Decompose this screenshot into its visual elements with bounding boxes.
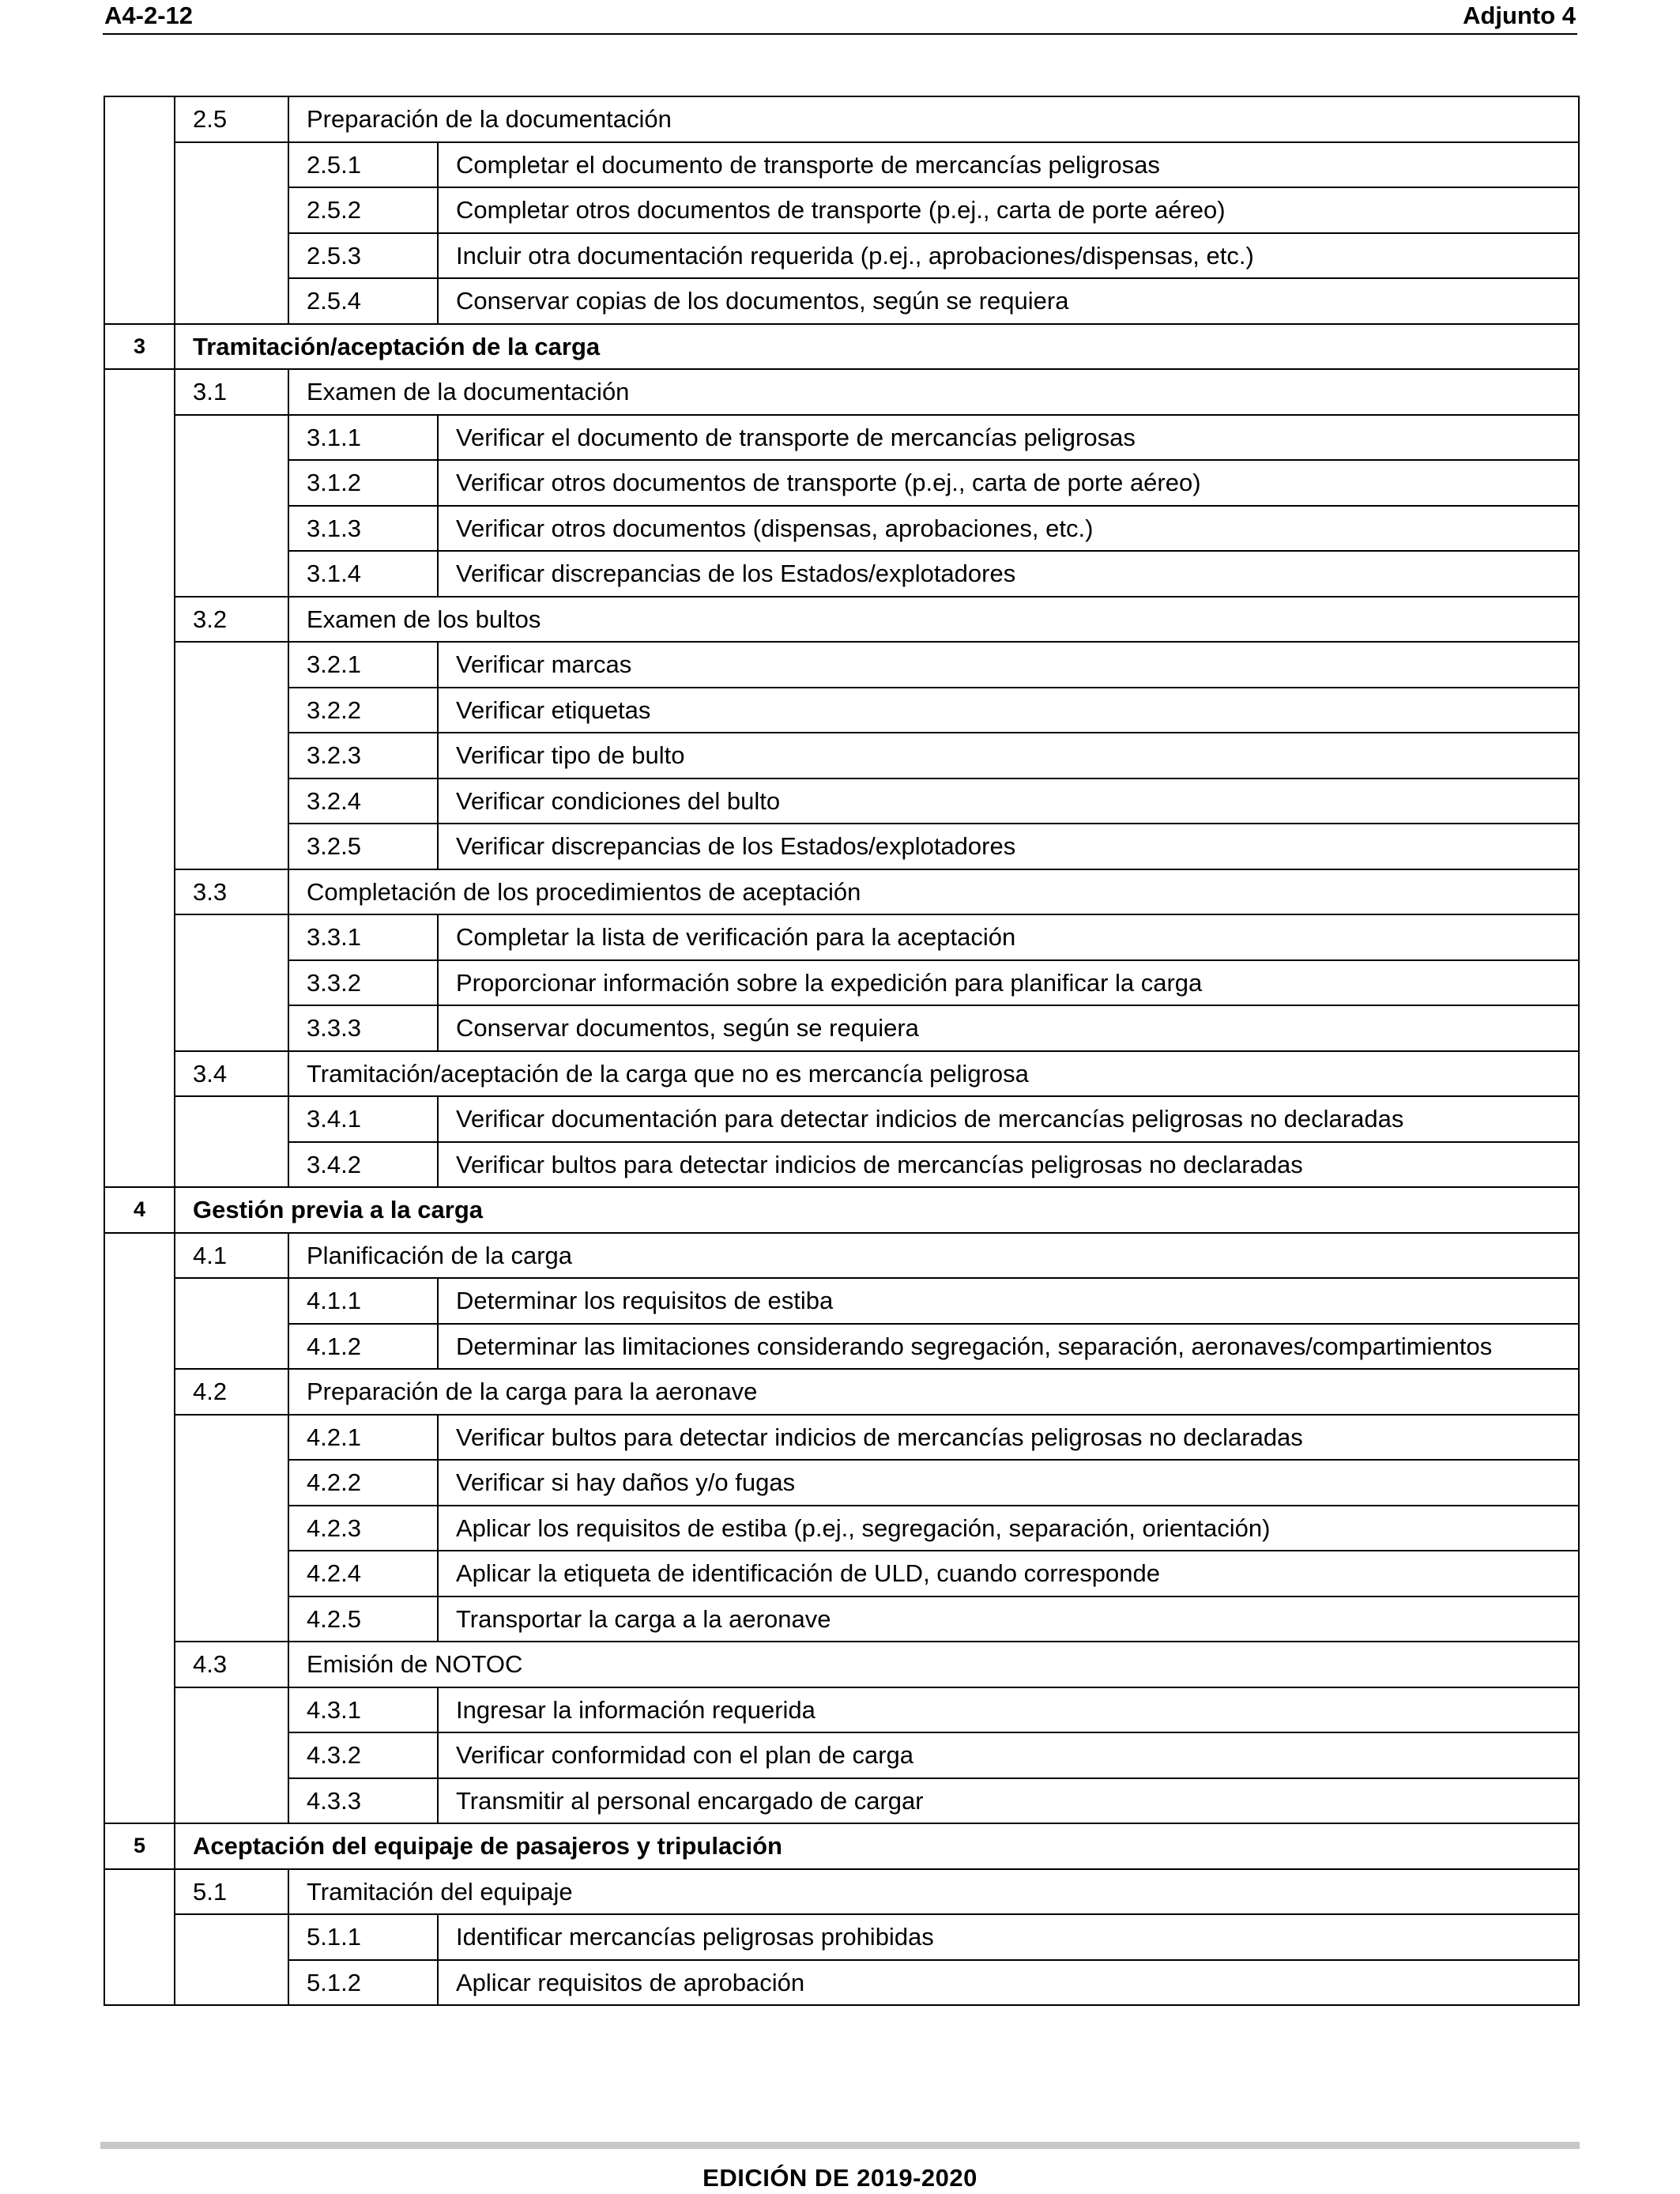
task-number: 4.2.1: [288, 1415, 438, 1461]
task-row: [104, 1687, 1579, 1733]
subsection-number: 3.2: [175, 597, 288, 643]
task-number: 3.2.3: [288, 733, 438, 778]
task-row: [104, 1096, 1579, 1142]
subsection-row: [104, 1642, 1579, 1687]
task-number: 4.2.5: [288, 1596, 438, 1642]
indent-cell: [175, 415, 288, 597]
task-description: Proporcionar información sobre la expedición para planificar la carga: [438, 960, 1579, 1006]
task-row: [104, 415, 1579, 461]
task-description: Completar el documento de transporte de mercancías peligrosas: [438, 142, 1579, 188]
task-description: Incluir otra documentación requerida (p.ej., aprobaciones/dispensas, etc.): [438, 233, 1579, 279]
task-number: 3.4.1: [288, 1096, 438, 1142]
section-title: Tramitación/aceptación de la carga: [175, 324, 1579, 370]
section-row: [104, 324, 1579, 370]
task-number: 4.3.3: [288, 1778, 438, 1824]
indent-cell: [104, 96, 175, 324]
task-number: 5.1.2: [288, 1960, 438, 2006]
subsection-row: [104, 1051, 1579, 1097]
subsection-title: Tramitación del equipaje: [288, 1869, 1579, 1915]
task-number: 4.2.2: [288, 1460, 438, 1506]
subsection-title: Tramitación/aceptación de la carga que no es mercancía peligrosa: [288, 1051, 1579, 1097]
task-description: Conservar copias de los documentos, según se requiera: [438, 278, 1579, 324]
task-table-body: [104, 96, 1579, 2005]
indent-cell: [104, 369, 175, 1187]
task-number: 4.1.2: [288, 1324, 438, 1370]
indent-cell: [104, 1233, 175, 1824]
task-row: [104, 960, 1579, 1006]
task-description: Verificar el documento de transporte de mercancías peligrosas: [438, 415, 1579, 461]
task-row: [104, 1914, 1579, 1960]
task-description: Aplicar la etiqueta de identificación de ULD, cuando corresponde: [438, 1551, 1579, 1596]
subsection-number: 3.4: [175, 1051, 288, 1097]
task-number: 3.2.4: [288, 778, 438, 824]
subsection-number: 5.1: [175, 1869, 288, 1915]
task-number: 3.1.3: [288, 506, 438, 552]
section-title: Aceptación del equipaje de pasajeros y tripulación: [175, 1823, 1579, 1869]
task-number: 3.3.3: [288, 1005, 438, 1051]
task-number: 4.3.1: [288, 1687, 438, 1733]
task-number: 5.1.1: [288, 1914, 438, 1960]
task-description: Verificar marcas: [438, 642, 1579, 688]
task-row: [104, 1551, 1579, 1596]
section-number: 3: [104, 324, 175, 370]
subsection-number: 4.3: [175, 1642, 288, 1687]
task-row: [104, 460, 1579, 506]
subsection-row: [104, 1869, 1579, 1915]
indent-cell: [175, 914, 288, 1051]
task-number: 3.3.2: [288, 960, 438, 1006]
subsection-number: 3.1: [175, 369, 288, 415]
indent-cell: [104, 1869, 175, 2006]
section-number: 5: [104, 1823, 175, 1869]
task-row: [104, 642, 1579, 688]
subsection-title: Completación de los procedimientos de aceptación: [288, 869, 1579, 915]
subsection-title: Examen de la documentación: [288, 369, 1579, 415]
task-row: [104, 1278, 1579, 1324]
task-number: 2.5.3: [288, 233, 438, 279]
footer-divider: [100, 2142, 1580, 2149]
task-number: 4.2.3: [288, 1506, 438, 1551]
task-row: [104, 824, 1579, 869]
task-description: Verificar condiciones del bulto: [438, 778, 1579, 824]
task-row: [104, 187, 1579, 233]
task-number: 3.3.1: [288, 914, 438, 960]
task-row: [104, 778, 1579, 824]
indent-cell: [175, 1278, 288, 1369]
subsection-title: Emisión de NOTOC: [288, 1642, 1579, 1687]
section-row: [104, 1187, 1579, 1233]
subsection-row: [104, 597, 1579, 643]
task-description: Determinar los requisitos de estiba: [438, 1278, 1579, 1324]
subsection-number: 2.5: [175, 96, 288, 142]
task-number: 3.2.2: [288, 688, 438, 733]
task-description: Ingresar la información requerida: [438, 1687, 1579, 1733]
task-number: 3.2.5: [288, 824, 438, 869]
task-description: Verificar documentación para detectar indicios de mercancías peligrosas no declaradas: [438, 1096, 1579, 1142]
task-row: [104, 1778, 1579, 1824]
task-description: Verificar discrepancias de los Estados/explotadores: [438, 551, 1579, 597]
task-row: [104, 233, 1579, 279]
task-table: [104, 96, 1580, 2006]
task-row: [104, 142, 1579, 188]
subsection-title: Preparación de la documentación: [288, 96, 1579, 142]
subsection-number: 3.3: [175, 869, 288, 915]
subsection-row: [104, 1369, 1579, 1415]
task-number: 3.2.1: [288, 642, 438, 688]
task-number: 3.1.4: [288, 551, 438, 597]
task-description: Verificar si hay daños y/o fugas: [438, 1460, 1579, 1506]
task-number: 4.3.2: [288, 1732, 438, 1778]
task-row: [104, 1596, 1579, 1642]
task-description: Verificar bultos para detectar indicios de mercancías peligrosas no declaradas: [438, 1142, 1579, 1188]
subsection-row: [104, 96, 1579, 142]
task-number: 4.1.1: [288, 1278, 438, 1324]
indent-cell: [175, 1914, 288, 2005]
task-description: Verificar otros documentos de transporte (p.ej., carta de porte aéreo): [438, 460, 1579, 506]
task-description: Completar otros documentos de transporte (p.ej., carta de porte aéreo): [438, 187, 1579, 233]
task-description: Transmitir al personal encargado de cargar: [438, 1778, 1579, 1824]
section-title: Gestión previa a la carga: [175, 1187, 1579, 1233]
subsection-number: 4.1: [175, 1233, 288, 1279]
task-row: [104, 1506, 1579, 1551]
task-row: [104, 278, 1579, 324]
task-row: [104, 506, 1579, 552]
task-description: Completar la lista de verificación para la aceptación: [438, 914, 1579, 960]
subsection-title: Planificación de la carga: [288, 1233, 1579, 1279]
task-description: Determinar las limitaciones considerando segregación, separación, aeronaves/compartimientos: [438, 1324, 1579, 1370]
task-row: [104, 1415, 1579, 1461]
task-number: 4.2.4: [288, 1551, 438, 1596]
task-description: Aplicar requisitos de aprobación: [438, 1960, 1579, 2006]
task-row: [104, 1324, 1579, 1370]
task-row: [104, 1142, 1579, 1188]
indent-cell: [175, 1096, 288, 1187]
subsection-row: [104, 1233, 1579, 1279]
task-row: [104, 1460, 1579, 1506]
task-row: [104, 1732, 1579, 1778]
task-description: Verificar conformidad con el plan de carga: [438, 1732, 1579, 1778]
indent-cell: [175, 142, 288, 324]
section-row: [104, 1823, 1579, 1869]
subsection-row: [104, 869, 1579, 915]
task-number: 2.5.1: [288, 142, 438, 188]
subsection-title: Examen de los bultos: [288, 597, 1579, 643]
task-description: Aplicar los requisitos de estiba (p.ej., segregación, separación, orientación): [438, 1506, 1579, 1551]
task-number: 3.1.1: [288, 415, 438, 461]
task-number: 2.5.4: [288, 278, 438, 324]
task-number: 3.4.2: [288, 1142, 438, 1188]
task-description: Verificar tipo de bulto: [438, 733, 1579, 778]
document-reference: A4-2-12: [104, 2, 193, 29]
section-number: 4: [104, 1187, 175, 1233]
task-description: Transportar la carga a la aeronave: [438, 1596, 1579, 1642]
task-number: 2.5.2: [288, 187, 438, 233]
page-header: [103, 0, 1577, 35]
task-description: Identificar mercancías peligrosas prohibidas: [438, 1914, 1579, 1960]
task-row: [104, 688, 1579, 733]
attachment-label: Adjunto 4: [1463, 2, 1576, 29]
task-row: [104, 1005, 1579, 1051]
subsection-number: 4.2: [175, 1369, 288, 1415]
subsection-title: Preparación de la carga para la aeronave: [288, 1369, 1579, 1415]
task-number: 3.1.2: [288, 460, 438, 506]
task-row: [104, 733, 1579, 778]
task-description: Verificar otros documentos (dispensas, aprobaciones, etc.): [438, 506, 1579, 552]
task-description: Conservar documentos, según se requiera: [438, 1005, 1579, 1051]
indent-cell: [175, 1687, 288, 1824]
task-row: [104, 551, 1579, 597]
indent-cell: [175, 642, 288, 869]
indent-cell: [175, 1415, 288, 1642]
edition-footer: EDICIÓN DE 2019-2020: [703, 2164, 977, 2192]
task-description: Verificar bultos para detectar indicios de mercancías peligrosas no declaradas: [438, 1415, 1579, 1461]
task-description: Verificar discrepancias de los Estados/explotadores: [438, 824, 1579, 869]
subsection-row: [104, 369, 1579, 415]
task-row: [104, 1960, 1579, 2006]
task-description: Verificar etiquetas: [438, 688, 1579, 733]
task-row: [104, 914, 1579, 960]
